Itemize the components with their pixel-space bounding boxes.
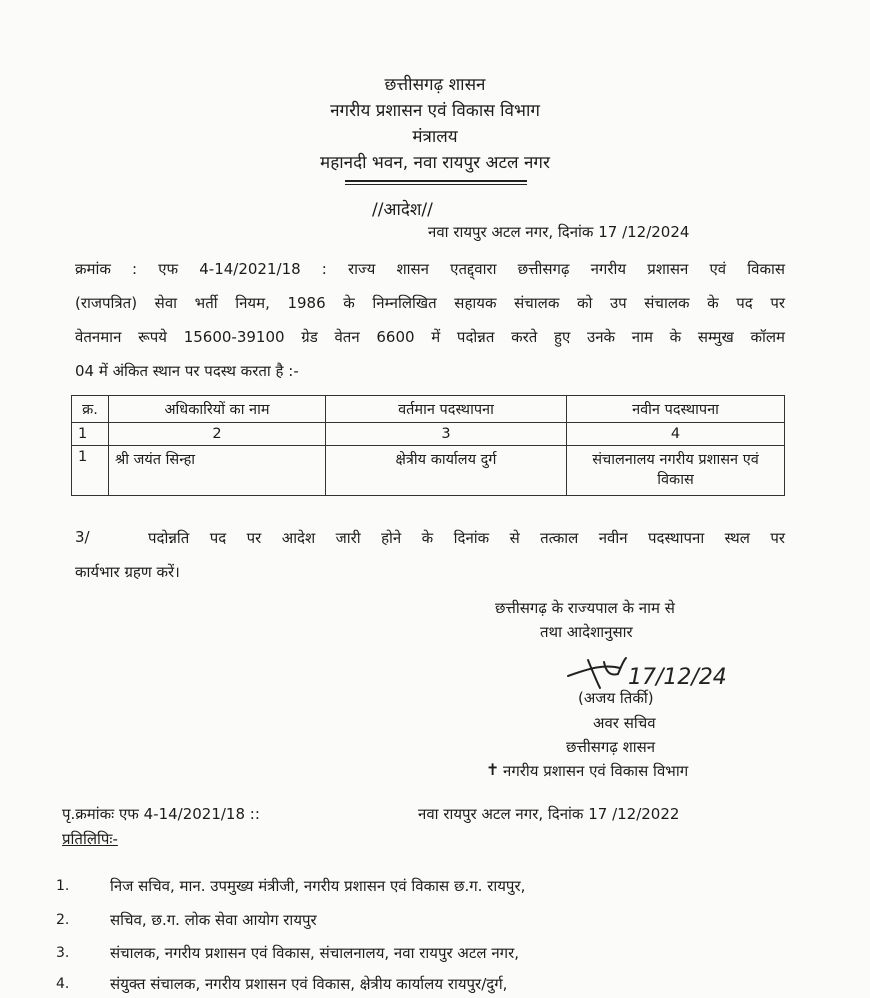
table-cell: श्री जयंत सिन्हा (109, 446, 326, 496)
signatory-designation: अवर सचिव (593, 714, 656, 732)
para3-number: 3/ (75, 528, 90, 546)
table-cell: संचालनालय नगरीय प्रशासन एवं विकास (567, 446, 785, 496)
table-cell: 1 (72, 446, 109, 496)
para3-text-line-2: कार्यभार ग्रहण करें। (75, 563, 180, 581)
table-cell: क्षेत्रीय कार्यालय दुर्ग (326, 446, 567, 496)
govt-title: छत्तीसगढ़ शासन (384, 75, 486, 95)
list-item: संचालक, नगरीय प्रशासन एवं विकास, संचालनालय, नवा रायपुर अटल नगर, (110, 944, 520, 962)
signatory-name: (अजय तिर्की) (578, 689, 654, 707)
department-title: नगरीय प्रशासन एवं विकास विभाग (330, 101, 540, 121)
signatory-department: नगरीय प्रशासन एवं विकास विभाग (503, 762, 689, 780)
endorsement-reference: पृ.क्रमांकः एफ 4-14/2021/18 :: (62, 805, 260, 823)
table-cell: 4 (567, 423, 785, 446)
address-line: महानदी भवन, नवा रायपुर अटल नगर (320, 153, 550, 173)
list-item-number: 4. (56, 976, 70, 992)
table-header-row (72, 396, 785, 423)
order-text-line-2: (राजपत्रित) सेवा भर्ती नियम, 1986 के निम्नलिखित सहायक संचालक को उप संचालक के पद पर (75, 294, 785, 312)
order-text-line-4: 04 में अंकित स्थान पर पदस्थ करता है :- (75, 362, 299, 380)
header-divider-thin (345, 184, 527, 185)
table-cell: 3 (326, 423, 567, 446)
ministry-title: मंत्रालय (412, 127, 458, 147)
mark-symbol: ✝ (486, 760, 500, 779)
order-title: //आदेश// (372, 200, 433, 220)
table-header-cell: वर्तमान पदस्थापना (326, 396, 567, 423)
para3-text-line-1: पदोन्नति पद पर आदेश जारी होने के दिनांक से तत्काल नवीन पदस्थापना स्थल पर (148, 529, 785, 547)
order-text-line-3: वेतनमान रूपये 15600-39100 ग्रेड वेतन 6600 में पदोन्नत करते हुए उनके नाम के सम्मुख कॉलम (75, 328, 785, 346)
table-row (72, 446, 785, 496)
list-item-number: 2. (56, 912, 70, 928)
table-cell: 1 (72, 423, 109, 446)
signature-authority-line-1: छत्तीसगढ़ के राज्यपाल के नाम से (495, 599, 675, 617)
copy-to-label: प्रतिलिपिः- (62, 830, 118, 848)
signature-date-handwritten: 17/12/24 (628, 665, 727, 690)
list-item: सचिव, छ.ग. लोक सेवा आयोग रायपुर (110, 911, 317, 929)
posting-table (71, 395, 785, 496)
table-cell: 2 (109, 423, 326, 446)
list-item: निज सचिव, मान. उपमुख्य मंत्रीजी, नगरीय प्रशासन एवं विकास छ.ग. रायपुर, (110, 877, 526, 895)
order-place-date: नवा रायपुर अटल नगर, दिनांक 17 /12/2024 (428, 223, 690, 241)
signatory-government: छत्तीसगढ़ शासन (566, 738, 656, 756)
header-divider (345, 180, 527, 182)
list-item: संयुक्त संचालक, नगरीय प्रशासन एवं विकास, क्षेत्रीय कार्यालय रायपुर/दुर्ग, (110, 975, 508, 993)
table-header-cell: नवीन पदस्थापना (567, 396, 785, 423)
table-header-cell: क्र. (72, 396, 109, 423)
order-text-line-1: क्रमांक : एफ 4-14/2021/18 : राज्य शासन एतद्द्वारा छत्तीसगढ़ नगरीय प्रशासन एवं विकास (75, 260, 785, 278)
list-item-number: 1. (56, 878, 70, 894)
table-header-cell: अधिकारियों का नाम (109, 396, 326, 423)
table-column-number-row (72, 423, 785, 446)
list-item-number: 3. (56, 945, 70, 961)
endorsement-place-date: नवा रायपुर अटल नगर, दिनांक 17 /12/2022 (418, 805, 680, 823)
signature-authority-line-2: तथा आदेशानुसार (540, 623, 633, 641)
